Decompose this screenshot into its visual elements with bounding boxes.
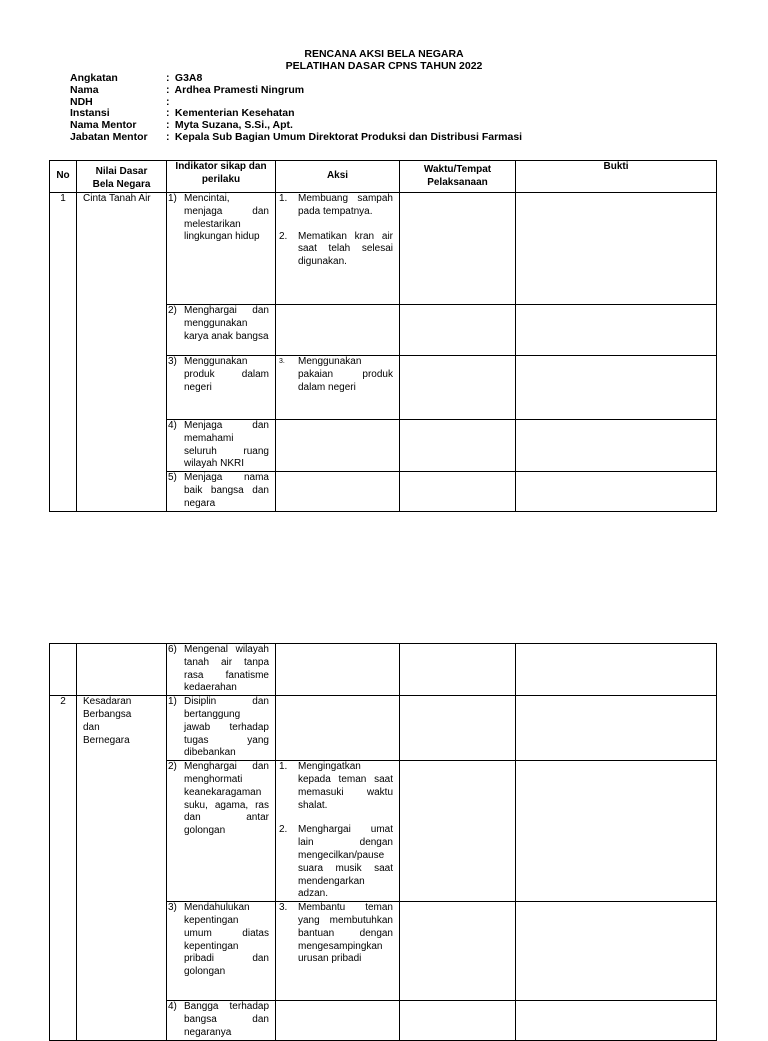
indikator-cell: 1) Mencintai, menjaga dan melestarikan lingkungan hidup xyxy=(167,193,276,305)
bukti-cell xyxy=(516,696,717,761)
indikator-cell: 5) Menjaga nama baik bangsa dan negara xyxy=(167,472,276,511)
info-row-angkatan: Angkatan : G3A8 xyxy=(70,72,203,84)
aksi-text: Membuang sampah pada tempatnya. xyxy=(298,193,393,217)
waktu-cell xyxy=(400,193,516,305)
aksi-cell: 1. Membuang sampah pada tempatnya. 2. Mematikan kran air saat telah selesai digunakan. xyxy=(276,193,400,305)
waktu-cell xyxy=(400,356,516,420)
aksi-text: Membantu teman yang membutuhkan bantuan dengan mengesampingkan urusan pribadi xyxy=(298,902,393,965)
indikator-cell: 3) Menggunakan produk dalam negeri xyxy=(167,356,276,420)
indikator-text: Mengenal wilayah tanah air tanpa rasa fanatisme kedaerahan xyxy=(184,644,269,694)
info-label: NDH xyxy=(70,95,93,108)
indikator-text: Menjaga nama baik bangsa dan negara xyxy=(184,472,269,509)
aksi-cell xyxy=(276,644,400,696)
info-row-instansi: Instansi : Kementerian Kesehatan xyxy=(70,107,295,120)
waktu-cell xyxy=(400,644,516,696)
indikator-text: Menggunakan produk dalam negeri xyxy=(184,356,269,393)
indikator-cell: 4) Menjaga dan memahami seluruh ruang wilayah NKRI xyxy=(167,420,276,472)
waktu-cell xyxy=(400,472,516,511)
waktu-cell xyxy=(400,761,516,902)
header-indikator: Indikator sikap dan perilaku xyxy=(167,161,276,193)
info-label: Nama xyxy=(70,83,99,96)
waktu-cell xyxy=(400,305,516,356)
info-row-nama: Nama : Ardhea Pramesti Ningrum xyxy=(70,83,305,96)
info-value: Myta Suzana, S.Si., Apt. xyxy=(174,119,293,132)
table-row xyxy=(50,696,717,761)
document-subtitle: PELATIHAN DASAR CPNS TAHUN 2022 xyxy=(285,60,483,72)
indikator-cell: 2) Menghargai dan menggunakan karya anak bangsa xyxy=(167,305,276,356)
header-no: No xyxy=(50,161,77,193)
indikator-text: Mencintai, menjaga dan melestarikan lingkungan hidup xyxy=(184,193,269,243)
participant-info xyxy=(70,73,522,144)
aksi-cell: 1. Mengingatkan kepada teman saat memasuki waktu shalat. 2. Menghargai umat lain dengan mengecilkan/pause suara musik saat mendengarkan adzan. xyxy=(276,761,400,902)
aksi-cell: $^{3.}$ Menggunakan pakaian produk dalam negeri xyxy=(276,356,400,420)
indikator-text: Menghargai dan menghormati keanekaragaman suku, agama, ras dan antar golongan xyxy=(184,761,269,837)
info-row-jabatan-mentor: Jabatan Mentor : Kepala Sub Bagian Umum Direktorat Produksi dan Distribusi Farmasi xyxy=(70,130,523,143)
aksi-cell xyxy=(276,1001,400,1041)
indikator-cell: 6) Mengenal wilayah tanah air tanpa rasa fanatisme kedaerahan xyxy=(167,644,276,696)
bukti-cell xyxy=(516,1001,717,1041)
indikator-text: Menghargai dan menggunakan karya anak bangsa xyxy=(184,305,269,342)
header-bukti: Bukti xyxy=(516,161,717,193)
info-row-nama-mentor: Nama Mentor : Myta Suzana, S.Si., Apt. xyxy=(70,119,293,132)
bukti-cell xyxy=(516,193,717,305)
indikator-cell: 4) Bangga terhadap bangsa dan negaranya xyxy=(167,1001,276,1041)
action-plan-table-page-1 xyxy=(49,160,717,512)
table-header-row xyxy=(50,161,717,193)
indikator-text: Bangga terhadap bangsa dan negaranya xyxy=(184,1001,269,1038)
header-nilai: Nilai Dasar Bela Negara xyxy=(77,161,167,193)
info-label: Jabatan Mentor xyxy=(70,130,148,143)
indikator-cell: 3) Mendahulukan kepentingan umum diatas kepentingan pribadi dan golongan xyxy=(167,902,276,1001)
info-value: Kepala Sub Bagian Umum Direktorat Produksi dan Distribusi Farmasi xyxy=(174,130,523,143)
waktu-cell xyxy=(400,902,516,1001)
info-label: Nama Mentor xyxy=(70,119,137,132)
bukti-cell xyxy=(516,420,717,472)
header-aksi: Aksi xyxy=(276,161,400,193)
indikator-cell: 1) Disiplin dan bertanggung jawab terhadap tugas yang dibebankan xyxy=(167,696,276,761)
bukti-cell xyxy=(516,356,717,420)
aksi-cell xyxy=(276,305,400,356)
row-number: 2 xyxy=(50,696,77,1041)
aksi-cell xyxy=(276,696,400,761)
document-title: RENCANA AKSI BELA NEGARA xyxy=(304,48,464,60)
info-value: Ardhea Pramesti Ningrum xyxy=(174,83,305,96)
nilai-dasar-cell: Cinta Tanah Air xyxy=(77,193,167,512)
info-value: Kementerian Kesehatan xyxy=(174,107,295,120)
info-row-ndh: NDH : xyxy=(70,95,170,108)
row-number xyxy=(50,644,77,696)
aksi-cell xyxy=(276,472,400,511)
nilai-dasar-text: Kesadaran Berbangsa dan Bernegara xyxy=(83,696,132,746)
aksi-text: Mematikan kran air saat telah selesai digunakan. xyxy=(298,230,393,268)
waktu-cell xyxy=(400,420,516,472)
indikator-text: Disiplin dan bertanggung jawab terhadap tugas yang dibebankan xyxy=(184,696,269,759)
nilai-dasar-cell xyxy=(77,696,167,1041)
waktu-cell xyxy=(400,696,516,761)
indikator-cell: 2) Menghargai dan menghormati keanekaragaman suku, agama, ras dan antar golongan xyxy=(167,761,276,902)
table-row xyxy=(50,193,717,305)
bukti-cell xyxy=(516,644,717,696)
table-row xyxy=(50,644,717,696)
bukti-cell xyxy=(516,902,717,1001)
bukti-cell xyxy=(516,472,717,511)
header-waktu: Waktu/Tempat Pelaksanaan xyxy=(400,161,516,193)
aksi-text: Mengingatkan kepada teman saat memasuki waktu shalat. xyxy=(298,761,393,811)
row-number: 1 xyxy=(50,193,77,512)
aksi-cell xyxy=(276,420,400,472)
action-plan-table-page-2 xyxy=(49,643,717,1041)
aksi-cell: 3. Membantu teman yang membutuhkan bantuan dengan mengesampingkan urusan pribadi xyxy=(276,902,400,1001)
bukti-cell xyxy=(516,761,717,902)
info-label: Angkatan xyxy=(70,72,118,84)
nilai-dasar-cell xyxy=(77,644,167,696)
indikator-text: Menjaga dan memahami seluruh ruang wilayah NKRI xyxy=(184,420,269,470)
info-label: Instansi xyxy=(70,107,110,120)
info-value: G3A8 xyxy=(174,72,203,84)
indikator-text: Mendahulukan kepentingan umum diatas kepentingan pribadi dan golongan xyxy=(184,902,269,978)
bukti-cell xyxy=(516,305,717,356)
waktu-cell xyxy=(400,1001,516,1041)
aksi-text: Menghargai umat lain dengan mengecilkan/pause suara musik saat mendengarkan adzan. xyxy=(298,824,393,900)
aksi-text: Menggunakan pakaian produk dalam negeri xyxy=(298,356,393,393)
